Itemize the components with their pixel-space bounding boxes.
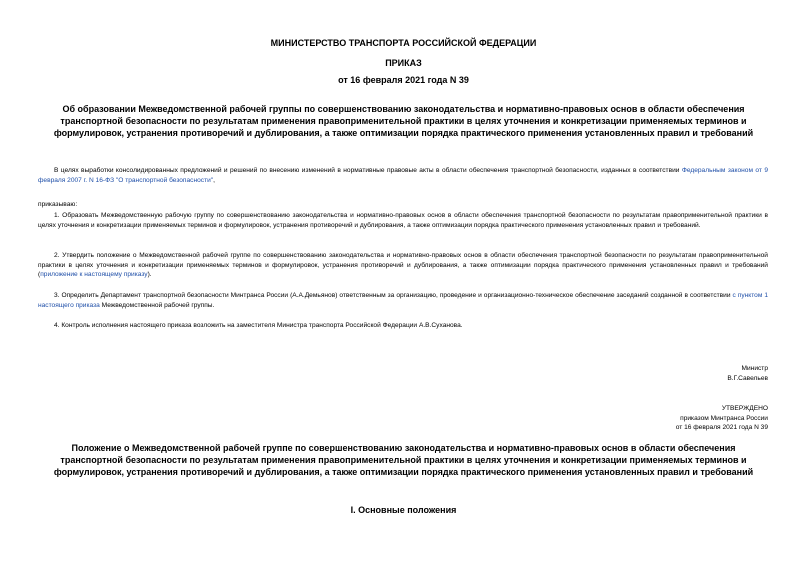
section-heading: I. Основные положения xyxy=(350,505,457,515)
order-item-2 xyxy=(38,251,768,280)
order-item-3 xyxy=(38,291,768,310)
order-verb: приказываю: xyxy=(38,201,78,208)
regulation-title: Положение о Межведомственной рабочей группе по совершенствованию законодательства и нормативно-правовых основ в области обеспечения транспортной безопасности по результатам применения правоприменительной практики в целях уточнения и конкретизации применяемых терминов и формулировок, устранения противоречий и дублирования, а также оптимизации порядка практического применения установленных правил и требований xyxy=(53,443,754,477)
order-date: от 16 февраля 2021 года N 39 xyxy=(338,75,469,85)
approval-line-3: от 16 февраля 2021 года N 39 xyxy=(675,424,768,432)
intro-paragraph xyxy=(38,166,768,185)
clause-1-link[interactable]: с пунктом 1 настоящего приказа xyxy=(38,292,768,309)
federal-law-link[interactable]: Федеральным законом от 9 февраля 2007 г. N 16-ФЗ "О транспортной безопасности" xyxy=(38,167,768,184)
item-2-text: 2. Утвердить положение о Межведомственной рабочей группе по совершенствованию законодательства и нормативно-правовых основ в области обеспечения транспортной безопасности по результатам правоприменительной практики в целях уточнения и конкретизации применяемых терминов и формулировок, устранения противоречий и дублирования, а также оптимизации порядка практического применения установленных правил и требований ( xyxy=(38,252,768,279)
appendix-link[interactable]: приложение к настоящему приказу xyxy=(40,271,148,279)
item-2-end: ). xyxy=(147,271,152,279)
item-3-text: 3. Определить Департамент транспортной безопасности Минтранса России (А.А.Демьянов) ответственным за организацию, проведение и организационно-техническое обеспечение заседаний созданной в соответствии xyxy=(54,292,733,299)
approval-stamp xyxy=(676,404,768,433)
intro-text: В целях выработки консолидированных предложений и решений по внесению изменений в нормативные правовые акты в области обеспечения транспортной безопасности, изданных в соответствии xyxy=(54,167,682,174)
signer-name: В.Г.Савельев xyxy=(727,374,768,382)
document-title: Об образовании Межведомственной рабочей группы по совершенствованию законодательства и нормативно-правовых основ в области обеспечения транспортной безопасности по результатам применения правоприменительной практики в целях уточнения и конкретизации применяемых терминов и формулировок, устранения противоречий и дублирования, а также оптимизации порядка практического применения установленных правил и требований xyxy=(53,104,754,138)
signature-block xyxy=(727,364,768,383)
ministry-heading: МИНИСТЕРСТВО ТРАНСПОРТА РОССИЙСКОЙ ФЕДЕРАЦИИ xyxy=(270,38,537,48)
signer-position: Министр xyxy=(741,365,768,372)
order-item-4: 4. Контроль исполнения настоящего приказа возложить на заместителя Министра транспорта Российской Федерации А.В.Суханова. xyxy=(54,322,463,329)
order-item-1: 1. Образовать Межведомственную рабочую группу по совершенствованию законодательства и нормативно-правовых основ в области обеспечения транспортной безопасности по результатам правоприменительной практики в целях уточнения и конкретизации применяемых терминов и формулировок, устранения противоречий и дублирования, а также оптимизации порядка практического применения установленных правил и требований. xyxy=(38,212,768,229)
approval-line-2: приказом Минтранса России xyxy=(680,414,768,422)
approval-line-1: УТВЕРЖДЕНО xyxy=(721,405,768,412)
item-3-end: Межведомственной рабочей группы. xyxy=(99,301,215,309)
intro-end: , xyxy=(213,176,215,184)
order-heading: ПРИКАЗ xyxy=(385,58,422,68)
